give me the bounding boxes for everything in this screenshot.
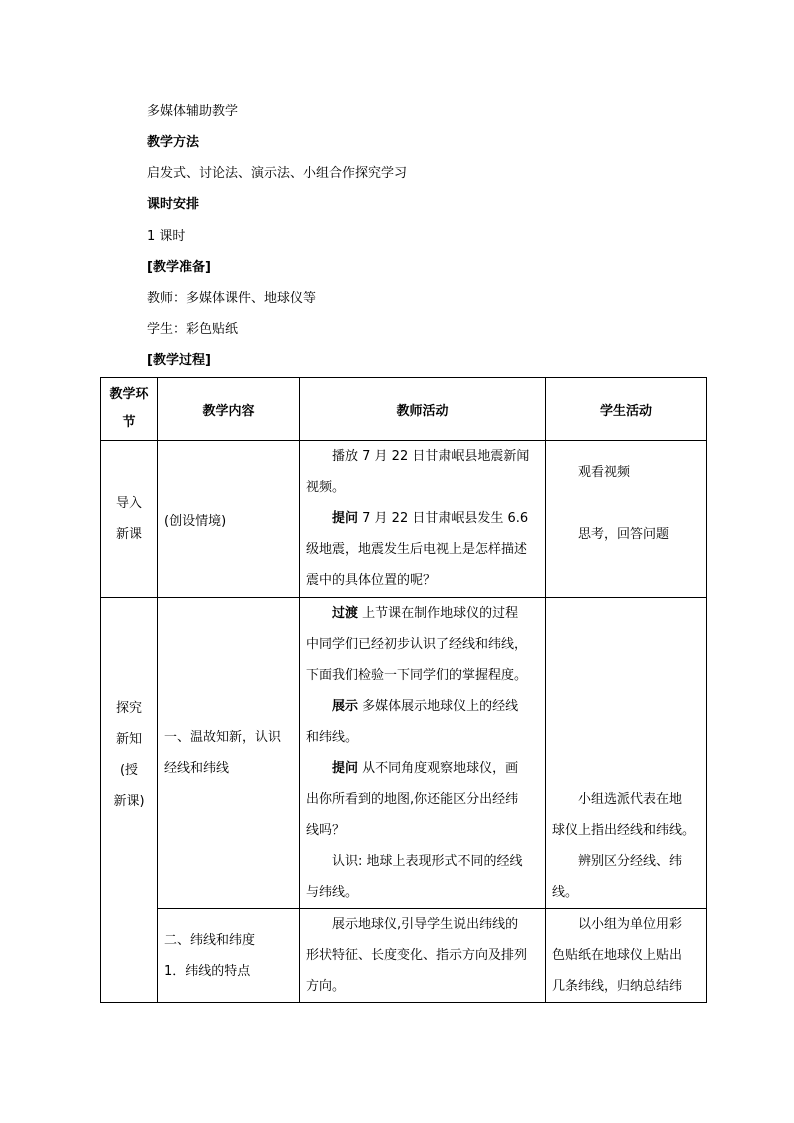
method-heading: 教学方法 bbox=[147, 135, 200, 150]
table-row bbox=[101, 909, 707, 1003]
intro-text-multimedia: 多媒体辅助教学 bbox=[147, 104, 239, 119]
row2-student: 小组选派代表在地 球仪上指出经线和纬线。 辨别区分经线、纬 线。 bbox=[546, 598, 707, 909]
header-stage: 教学环 节 bbox=[101, 378, 158, 441]
table-header-row bbox=[101, 378, 707, 441]
row3-teacher: 展示地球仪,引导学生说出纬线的 形状特征、长度变化、指示方向及排列 方向。 bbox=[300, 909, 546, 1003]
process-heading: [教学过程] bbox=[147, 353, 211, 368]
row3-student: 以小组为单位用彩 色贴纸在地球仪上贴出 几条纬线，归纳总结纬 bbox=[546, 909, 707, 1003]
row1-teacher: 播放 7 月 22 日甘肃岷县地震新闻 视频。 提问 7 月 22 日甘肃岷县发生 6.6 级地震，地震发生后电视上是怎样描述 震中的具体位置的呢？ bbox=[300, 441, 546, 598]
table-row bbox=[101, 441, 707, 598]
student-prep-text: 学生：彩色贴纸 bbox=[147, 322, 239, 337]
row2-content: 一、温故知新，认识 经线和纬线 bbox=[158, 598, 300, 909]
row1-student: 观看视频 思考，回答问题 bbox=[546, 441, 707, 598]
schedule-heading: 课时安排 bbox=[147, 197, 200, 212]
row2-teacher: 过渡 上节课在制作地球仪的过程 中同学们已经初步认识了经线和纬线， 下面我们检验一下同学们的掌握程度。 展示 多媒体展示地球仪上的经线 和纬线。 提问 从不同角度观察地球仪，画 出你所看到的地图,你还能区分出经纬 线吗？ 认识: 地球上表现形式不同的经线 与纬线。 bbox=[300, 598, 546, 909]
header-content: 教学内容 bbox=[158, 378, 300, 441]
row2-stage: 探究 新知 (授 新课) bbox=[101, 598, 158, 1003]
row1-stage: 导入 新课 bbox=[101, 441, 158, 598]
lesson-process-table bbox=[100, 377, 707, 1003]
table-row bbox=[101, 598, 707, 909]
header-student: 学生活动 bbox=[546, 378, 707, 441]
schedule-text: 1 课时 bbox=[147, 229, 186, 244]
methods-text: 启发式、讨论法、演示法、小组合作探究学习 bbox=[147, 166, 408, 181]
prep-heading: [教学准备] bbox=[147, 260, 211, 275]
row1-content: (创设情境) bbox=[158, 441, 300, 598]
teacher-prep-text: 教师：多媒体课件、地球仪等 bbox=[147, 291, 317, 306]
row3-content: 二、纬线和纬度 1．纬线的特点 bbox=[158, 909, 300, 1003]
header-teacher: 教师活动 bbox=[300, 378, 546, 441]
